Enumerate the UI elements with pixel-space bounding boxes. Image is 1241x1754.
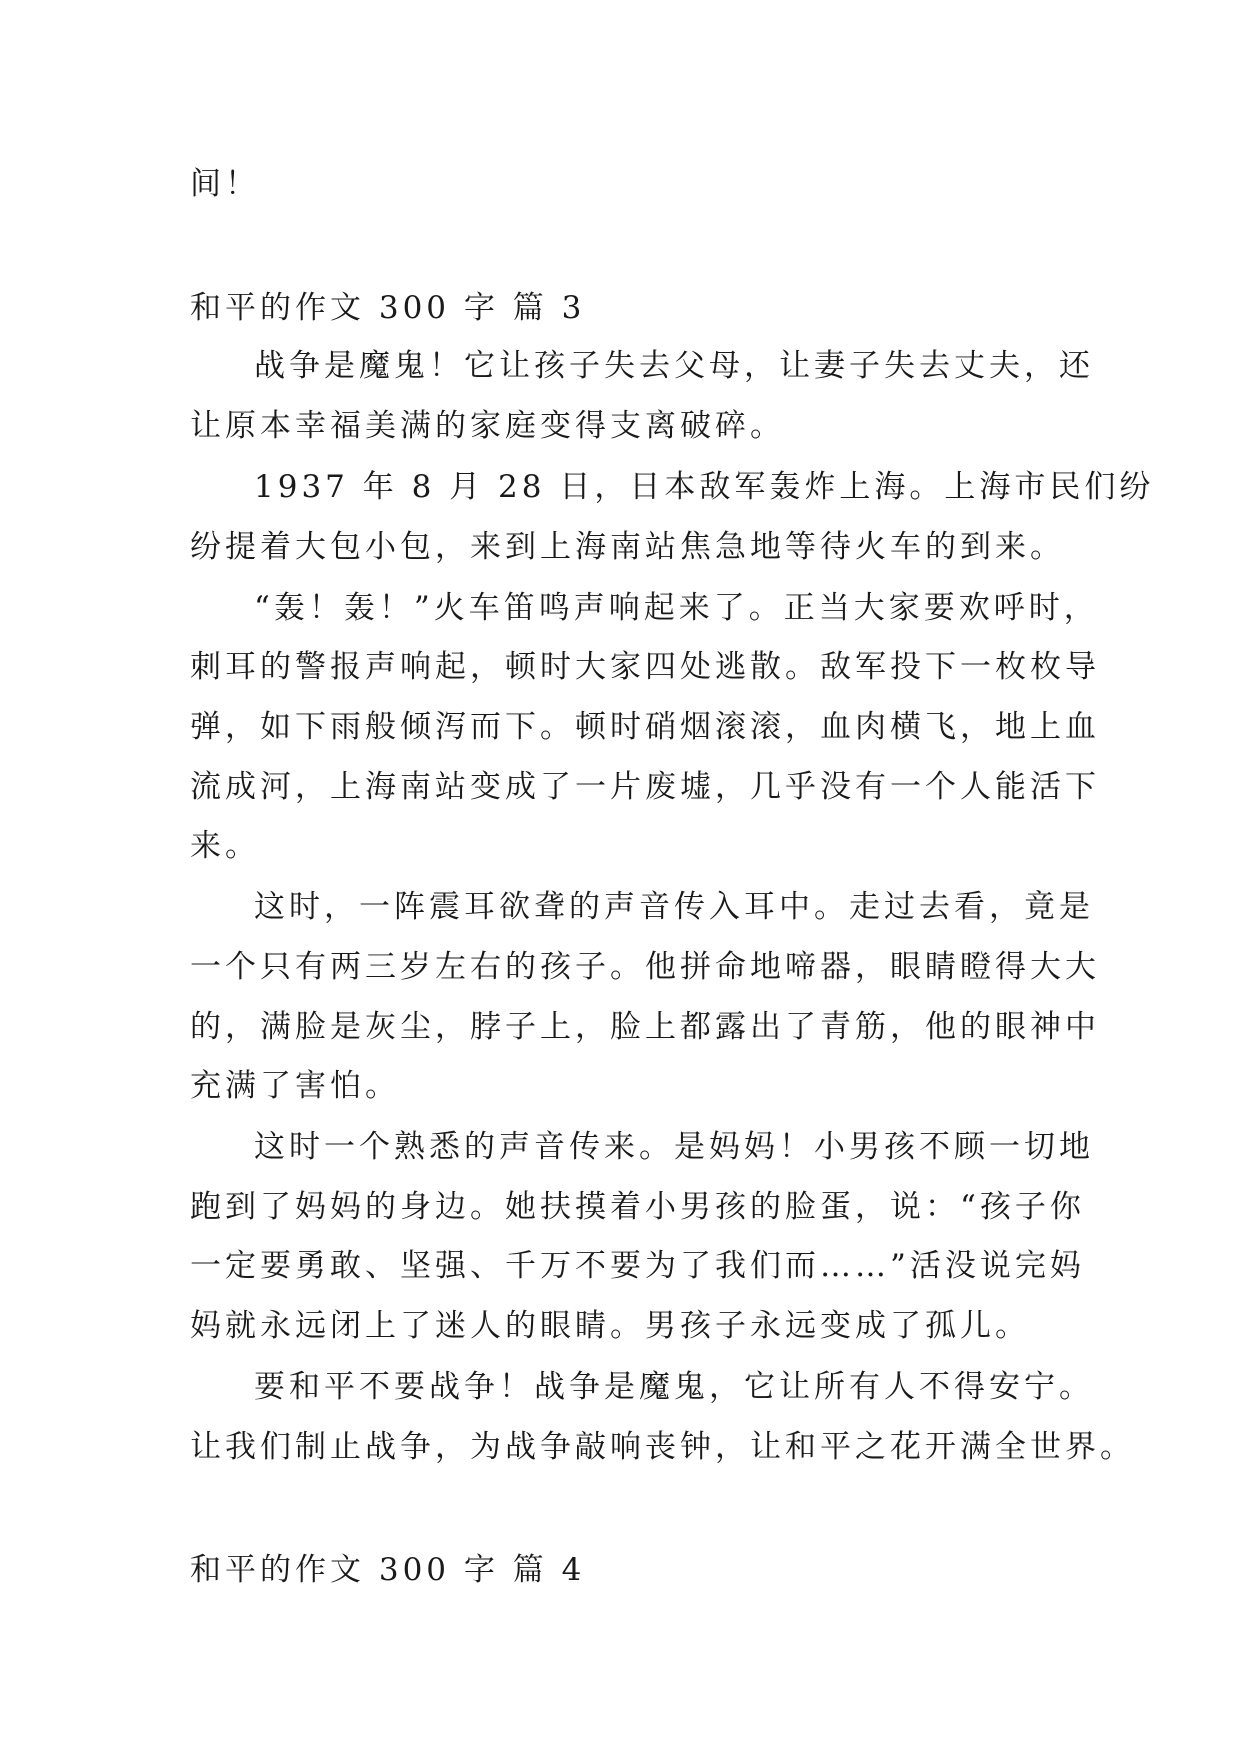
- paragraph-1-line-2: 让原本幸福美满的家庭变得支离破碎。: [190, 408, 785, 444]
- paragraph-2-line-2: 纷提着大包小包，来到上海南站焦急地等待火车的到来。: [190, 529, 1065, 565]
- paragraph-3-line-2: 刺耳的警报声响起，顿时大家四处逃散。敌军投下一枚枚导: [190, 649, 1100, 685]
- paragraph-3-line-4: 流成河，上海南站变成了一片废墟，几乎没有一个人能活下: [190, 769, 1100, 805]
- paragraph-5-line-1: 这时一个熟悉的声音传来。是妈妈！小男孩不顾一切地: [254, 1129, 1094, 1165]
- paragraph-1-line-1: 战争是魔鬼！它让孩子失去父母，让妻子失去丈夫，还: [254, 348, 1094, 384]
- paragraph-4-line-2: 一个只有两三岁左右的孩子。他拼命地啼器，眼睛瞪得大大: [190, 949, 1100, 985]
- paragraph-2-line-1: 1937 年 8 月 28 日，日本敌军轰炸上海。上海市民们纷: [254, 469, 1155, 505]
- paragraph-4-line-1: 这时，一阵震耳欲聋的声音传入耳中。走过去看，竟是: [254, 889, 1094, 925]
- section-4-heading: 和平的作文 300 字 篇 4: [190, 1552, 586, 1588]
- paragraph-5-line-2: 跑到了妈妈的身边。她扶摸着小男孩的脸蛋，说：“孩子你: [190, 1189, 1085, 1225]
- paragraph-4-line-4: 充满了害怕。: [190, 1068, 400, 1104]
- section-3-heading: 和平的作文 300 字 篇 3: [190, 290, 586, 326]
- paragraph-5-line-4: 妈就永远闭上了迷人的眼睛。男孩子永远变成了孤儿。: [190, 1308, 1030, 1344]
- paragraph-6-line-1: 要和平不要战争！战争是魔鬼，它让所有人不得安宁。: [254, 1369, 1094, 1405]
- continuation-text: 间！: [190, 166, 260, 202]
- paragraph-3-line-5: 来。: [190, 828, 260, 864]
- paragraph-3-line-1: “轰！轰！”火车笛鸣声响起来了。正当大家要欢呼时，: [254, 590, 1099, 626]
- paragraph-3-line-3: 弹，如下雨般倾泻而下。顿时硝烟滚滚，血肉横飞，地上血: [190, 709, 1100, 745]
- paragraph-4-line-3: 的，满脸是灰尘，脖子上，脸上都露出了青筋，他的眼神中: [190, 1009, 1100, 1045]
- paragraph-5-line-3: 一定要勇敢、坚强、千万不要为了我们而……”活没说完妈: [190, 1248, 1085, 1284]
- paragraph-6-line-2: 让我们制止战争，为战争敲响丧钟，让和平之花开满全世界。: [190, 1429, 1135, 1465]
